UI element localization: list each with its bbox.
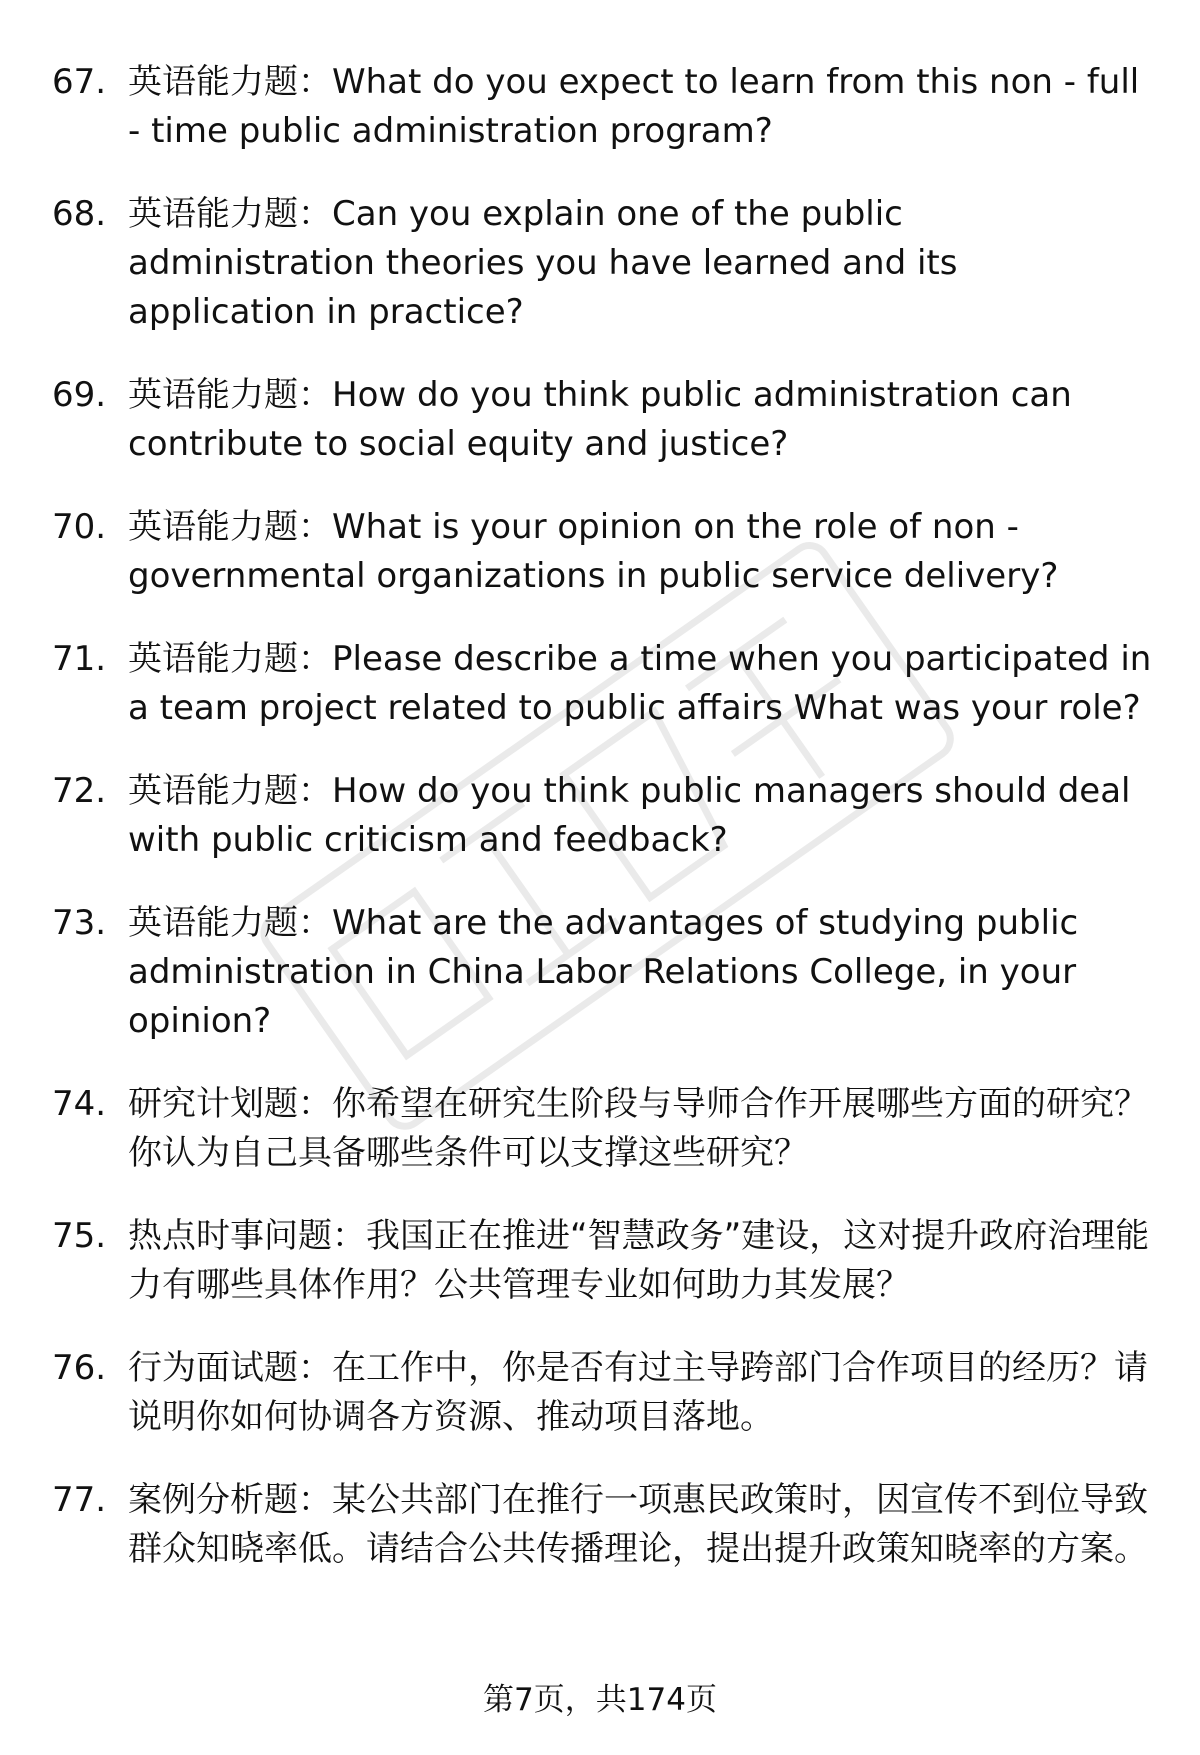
question-text: 热点时事问题：我国正在推进“智慧政务”建设，这对提升政府治理能力有哪些具体作用？公共管理专业如何助力其发展？	[128, 1216, 1150, 1305]
question-item-77	[52, 1476, 1152, 1574]
question-item-69	[52, 371, 1152, 469]
question-text: 英语能力题：Please describe a time when you participated in a team project related to public affairs What was your role?	[128, 639, 1152, 728]
question-number: 71.	[52, 639, 107, 679]
question-number: 73.	[52, 903, 107, 943]
question-list	[52, 58, 1152, 1608]
question-text: 英语能力题：How do you think public managers should deal with public criticism and feedback?	[128, 771, 1131, 860]
question-number: 69.	[52, 375, 107, 415]
question-number: 67.	[52, 62, 107, 102]
question-text: 研究计划题：你希望在研究生阶段与导师合作开展哪些方面的研究？你认为自己具备哪些条件可以支撑这些研究？	[128, 1084, 1148, 1173]
question-item-74	[52, 1080, 1152, 1178]
question-text: 英语能力题：What is your opinion on the role of non - governmental organizations in public service delivery?	[128, 507, 1059, 596]
question-item-70	[52, 503, 1152, 601]
question-item-75	[52, 1212, 1152, 1310]
question-number: 72.	[52, 771, 107, 811]
question-item-73	[52, 899, 1152, 1046]
question-item-76	[52, 1344, 1152, 1442]
question-item-72	[52, 767, 1152, 865]
question-item-68	[52, 190, 1152, 337]
question-number: 68.	[52, 194, 107, 234]
question-text: 英语能力题：Can you explain one of the public administration theories you have learned and its application in practice?	[128, 194, 958, 332]
question-text: 行为面试题：在工作中，你是否有过主导跨部门合作项目的经历？请说明你如何协调各方资源、推动项目落地。	[128, 1348, 1148, 1437]
question-item-71	[52, 635, 1152, 733]
question-number: 70.	[52, 507, 107, 547]
question-item-67	[52, 58, 1152, 156]
question-text: 英语能力题：What are the advantages of studying public administration in China Labor Relations College, in your opinion?	[128, 903, 1079, 1041]
question-number: 74.	[52, 1084, 107, 1124]
page-number-label: 第7页，共174页	[483, 1682, 717, 1718]
question-number: 77.	[52, 1480, 107, 1520]
question-number: 75.	[52, 1216, 107, 1256]
page-footer	[0, 1680, 1200, 1720]
question-text: 案例分析题：某公共部门在推行一项惠民政策时，因宣传不到位导致群众知晓率低。请结合公共传播理论，提出提升政策知晓率的方案。	[128, 1480, 1148, 1569]
question-number: 76.	[52, 1348, 107, 1388]
question-text: 英语能力题：How do you think public administration can contribute to social equity and justice?	[128, 375, 1072, 464]
question-text: 英语能力题：What do you expect to learn from this non - full - time public administration program?	[128, 62, 1140, 151]
